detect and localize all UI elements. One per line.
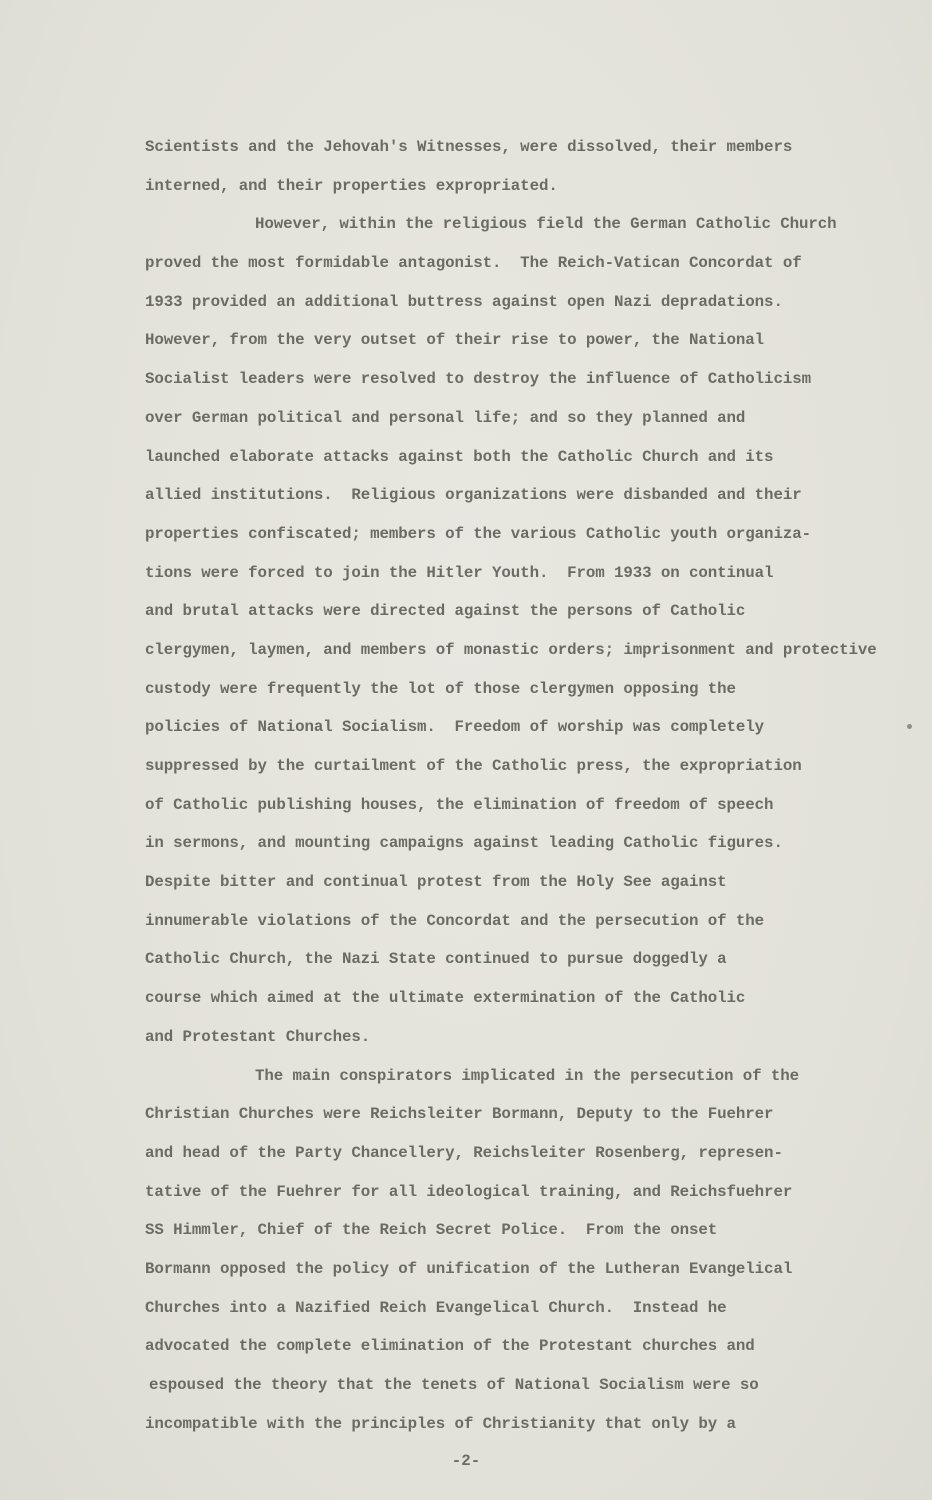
text-line: clergymen, laymen, and members of monastic orders; imprisonment and protective — [145, 640, 877, 659]
text-line: properties confiscated; members of the various Catholic youth organiza- — [145, 524, 811, 543]
text-line: 1933 provided an additional buttress against open Nazi depradations. — [145, 292, 783, 311]
text-line: and brutal attacks were directed against the persons of Catholic — [145, 602, 746, 621]
text-line: SS Himmler, Chief of the Reich Secret Police. From the onset — [145, 1221, 718, 1240]
text-line: in sermons, and mounting campaigns against leading Catholic figures. — [145, 834, 783, 853]
text-line: allied institutions. Religious organizations were disbanded and their — [145, 486, 802, 505]
text-line: and Protestant Churches. — [145, 1027, 371, 1046]
text-line: Scientists and the Jehovah's Witnesses, were dissolved, their members — [145, 138, 793, 156]
text-line: advocated the complete elimination of the Protestant churches and — [145, 1337, 755, 1356]
text-line: of Catholic publishing houses, the elimination of freedom of speech — [145, 795, 774, 814]
text-line: espoused the theory that the tenets of National Socialism were so — [149, 1376, 759, 1394]
text-line: Christian Churches were Reichsleiter Bormann, Deputy to the Fuehrer — [145, 1105, 774, 1124]
text-line: policies of National Socialism. Freedom of worship was completely — [145, 718, 765, 737]
text-line: Bormann opposed the policy of unification of the Lutheran Evangelical — [145, 1259, 793, 1278]
text-line: tative of the Fuehrer for all ideological training, and Reichsfuehrer — [145, 1182, 793, 1201]
text-line: proved the most formidable antagonist. The Reich-Vatican Concordat of — [145, 254, 802, 273]
text-line: course which aimed at the ultimate extermination of the Catholic — [145, 989, 746, 1008]
text-line: Catholic Church, the Nazi State continued to pursue doggedly a — [145, 950, 727, 969]
body-text — [145, 128, 925, 1443]
text-line: incompatible with the principles of Christianity that only by a — [145, 1414, 736, 1433]
text-line: The main conspirators implicated in the persecution of the — [255, 1066, 800, 1085]
text-line: innumerable violations of the Concordat and the persecution of the — [145, 911, 765, 930]
text-line: over German political and personal life; and so they planned and — [145, 408, 746, 427]
paper-speck — [907, 724, 912, 729]
text-line: Socialist leaders were resolved to destroy the influence of Catholicism — [145, 370, 811, 389]
text-line: Churches into a Nazified Reich Evangelical Church. Instead he — [145, 1298, 727, 1317]
text-line: Despite bitter and continual protest from the Holy See against — [145, 873, 727, 892]
page-number: -2- — [451, 1452, 481, 1470]
text-line: suppressed by the curtailment of the Catholic press, the expropriation — [145, 757, 802, 775]
text-line: custody were frequently the lot of those clergymen opposing the — [145, 679, 736, 698]
text-line: However, from the very outset of their rise to power, the National — [145, 331, 765, 350]
text-line: tions were forced to join the Hitler Youth. From 1933 on continual — [145, 563, 774, 582]
text-line: However, within the religious field the German Catholic Church — [255, 215, 837, 234]
text-line: interned, and their properties expropriated. — [145, 176, 558, 195]
text-line: and head of the Party Chancellery, Reichsleiter Rosenberg, represen- — [145, 1143, 783, 1162]
text-line: launched elaborate attacks against both the Catholic Church and its — [145, 447, 774, 466]
